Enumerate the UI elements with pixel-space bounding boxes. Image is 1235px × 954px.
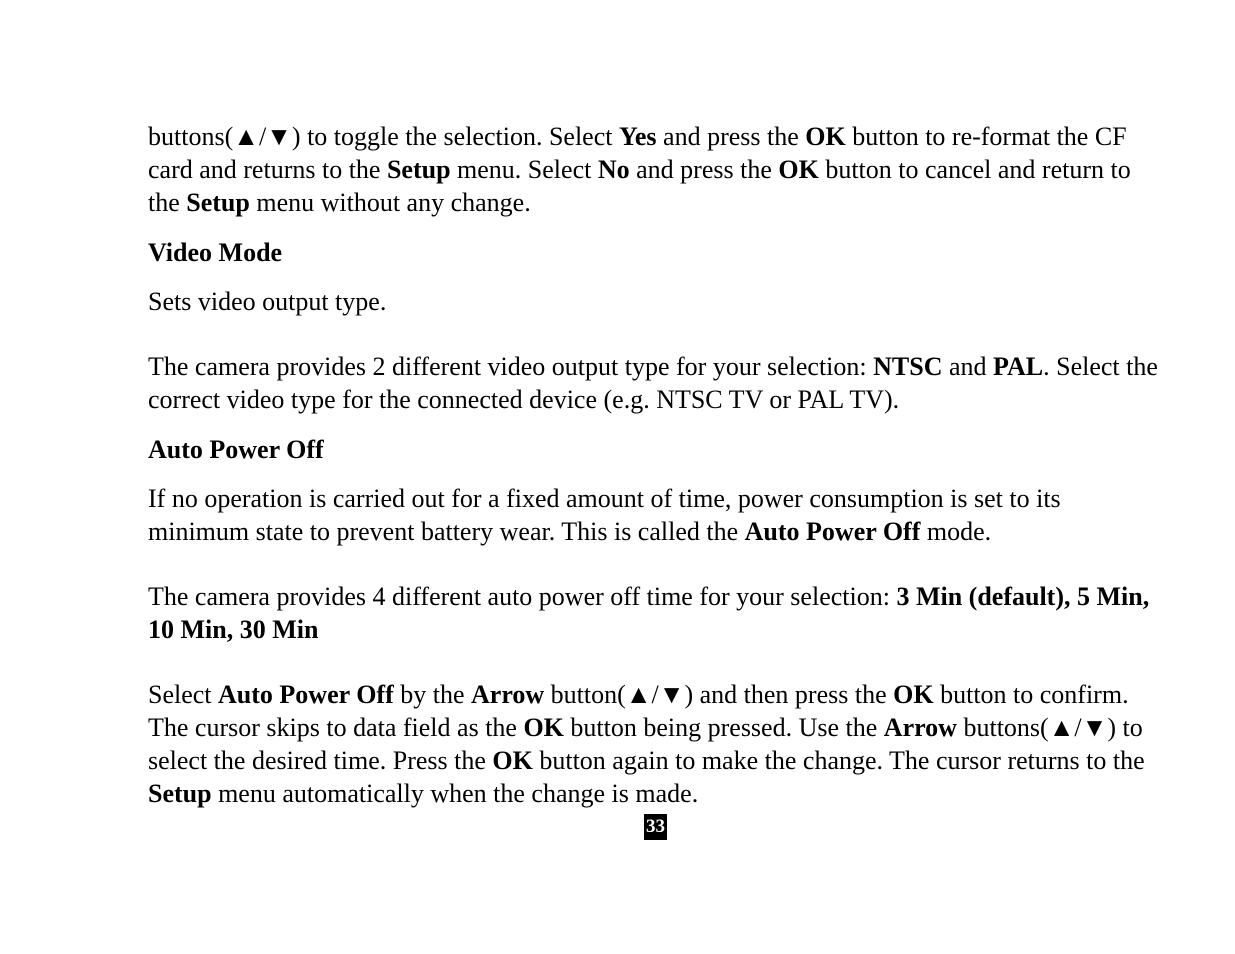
text-run: button to confirm. The cursor skips to data field as the: [148, 680, 1129, 742]
text-run: buttons(▲/▼) to toggle the selection. Select: [148, 122, 619, 151]
bold-setup: Setup: [386, 155, 451, 184]
text-run: and press the: [656, 122, 806, 151]
video-mode-intro: Sets video output type.: [148, 287, 387, 316]
bold-arrow: Arrow: [471, 680, 545, 709]
text-run: and: [942, 352, 994, 381]
bold-ok: OK: [492, 746, 533, 775]
bold-time-options: 3 Min (default), 5 Min, 10 Min, 30 Min: [148, 582, 1150, 644]
format-paragraph: [148, 120, 1158, 219]
bold-auto-power-off: Auto Power Off: [744, 517, 921, 546]
bold-auto-power-off: Auto Power Off: [218, 680, 394, 709]
bold-ok: OK: [805, 122, 846, 151]
text-run: button to re-format the CF card and returns to the: [148, 122, 1127, 184]
auto-power-off-paragraph-3: [148, 678, 1158, 810]
text-run: button(▲/▼) and then press the: [544, 680, 894, 709]
text-run: . Select the correct video type for the connected device (e.g. NTSC TV or PAL TV).: [148, 352, 1158, 414]
text-run: button being pressed. Use the: [563, 713, 884, 742]
bold-no: No: [597, 155, 630, 184]
text-run: The camera provides 2 different video output type for your selection:: [148, 352, 874, 381]
text-run: and press the: [629, 155, 779, 184]
text-run: The camera provides 4 different auto power off time for your selection:: [148, 582, 897, 611]
bold-pal: PAL: [993, 352, 1044, 381]
text-run: Select: [148, 680, 219, 709]
text-run: menu without any change.: [249, 188, 531, 217]
video-mode-paragraph: [148, 350, 1158, 416]
text-run: by the: [393, 680, 471, 709]
bold-setup: Setup: [186, 188, 250, 217]
bold-setup: Setup: [148, 779, 212, 808]
bold-ok: OK: [778, 155, 819, 184]
auto-power-off-heading: Auto Power Off: [148, 435, 324, 464]
bold-arrow: Arrow: [883, 713, 957, 742]
video-mode-heading: Video Mode: [148, 238, 283, 267]
text-run: button to cancel and return to the: [148, 155, 1131, 217]
text-run: menu. Select: [450, 155, 598, 184]
bold-yes: Yes: [618, 122, 657, 151]
text-run: button again to make the change. The cursor returns to the: [532, 746, 1145, 775]
bold-ntsc: NTSC: [873, 352, 943, 381]
text-run: If no operation is carried out for a fixed amount of time, power consumption is set to its minimum state to prevent battery wear. This is called the: [148, 484, 1061, 546]
document-page: [148, 120, 1158, 810]
auto-power-off-paragraph-1: [148, 482, 1158, 548]
text-run: menu automatically when the change is made.: [211, 779, 699, 808]
page-number: 33: [644, 814, 667, 840]
text-run: buttons(▲/▼) to select the desired time. Press the: [148, 713, 1143, 775]
bold-ok: OK: [893, 680, 934, 709]
auto-power-off-paragraph-2: [148, 580, 1158, 646]
text-run: mode.: [920, 517, 992, 546]
bold-ok: OK: [523, 713, 564, 742]
